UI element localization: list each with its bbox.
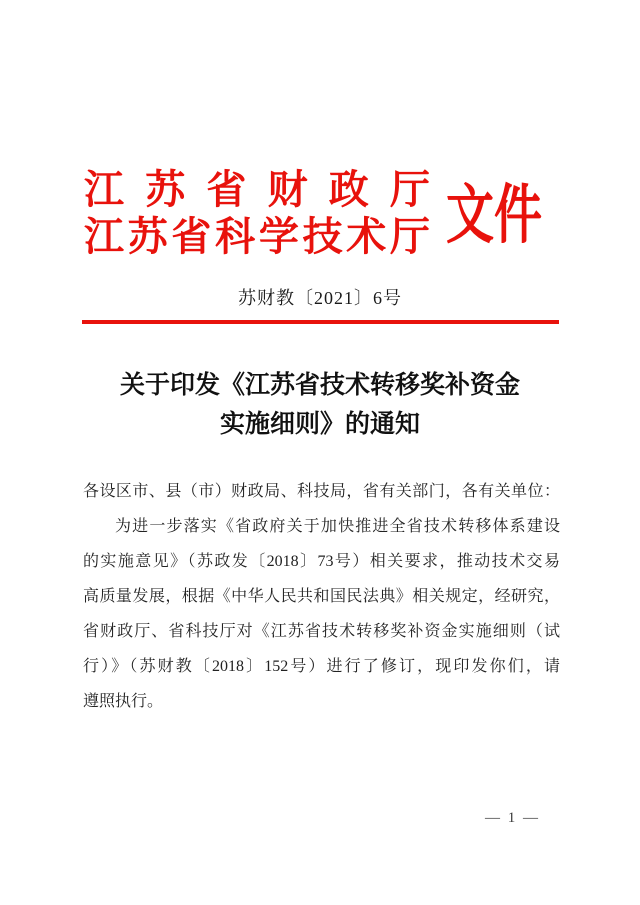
agency-name-line-2: 江苏省科学技术厅 (84, 214, 430, 259)
agency-name-line-1: 江苏省财政厅 (84, 167, 430, 212)
document-type-label: 文件 (446, 180, 542, 251)
red-divider-line (82, 320, 559, 324)
body-line: 省财政厅、省科技厅对《江苏省技术转移奖补资金实施细则（试 (83, 623, 560, 640)
body-line: 行）》（苏财教〔2018〕152号）进行了修订，现印发你们，请 (83, 658, 560, 675)
document-number: 苏财教〔2021〕6号 (238, 288, 402, 308)
document-title-line-1: 关于印发《江苏省技术转移奖补资金 (119, 372, 520, 399)
document-title-line-2: 实施细则》的通知 (219, 411, 420, 438)
salutation: 各设区市、县（市）财政局、科技局，省有关部门，各有关单位： (83, 483, 560, 500)
body-line: 为进一步落实《省政府关于加快推进全省技术转移体系建设 (115, 518, 560, 535)
document-body (83, 474, 560, 719)
page-number: — 1 — (485, 810, 540, 826)
red-letterhead (84, 166, 430, 260)
body-line: 的实施意见》（苏政发〔2018〕73号）相关要求，推动技术交易 (83, 553, 560, 570)
document-title (0, 366, 640, 444)
body-line: 遵照执行。 (83, 693, 164, 710)
body-paragraph (83, 509, 560, 719)
body-line: 高质量发展，根据《中华人民共和国民法典》相关规定，经研究， (83, 588, 560, 605)
